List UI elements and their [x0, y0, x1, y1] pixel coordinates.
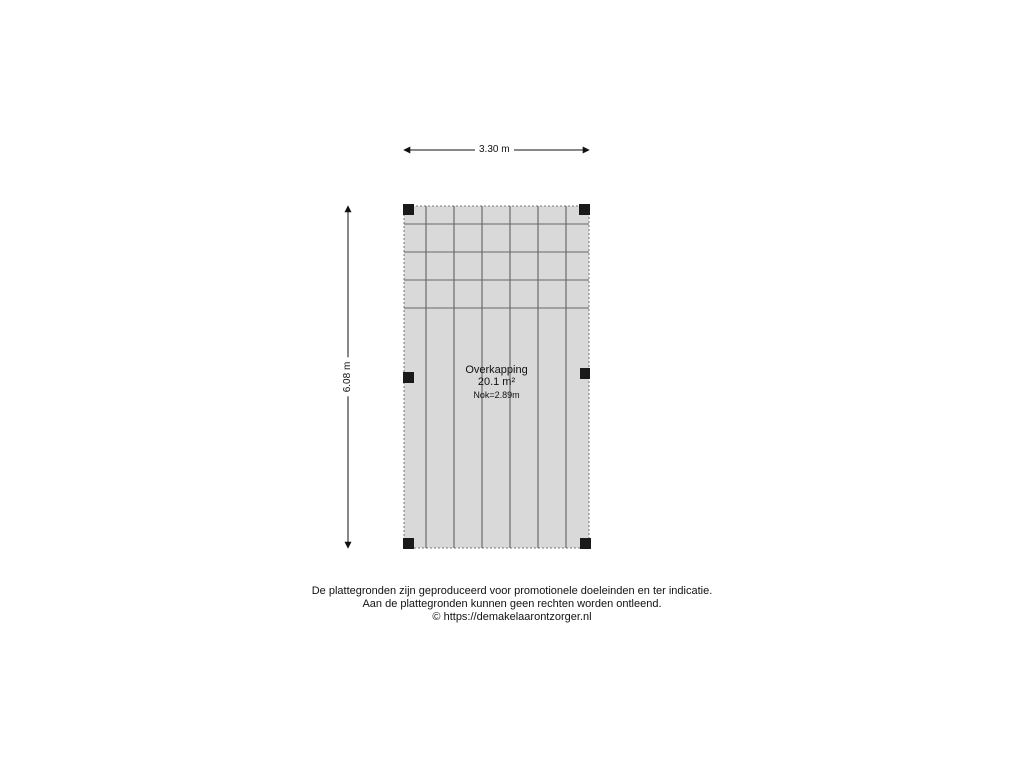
room-area: 20.1 m²: [477, 376, 516, 388]
disclaimer-line-2: Aan de plattegronden kunnen geen rechten worden ontleend.: [362, 598, 662, 610]
disclaimer-line-1: De plattegronden zijn geproduceerd voor promotionele doeleinden en ter indicatie.: [311, 585, 713, 597]
post-bottom-left: [403, 538, 414, 549]
post-top-right: [579, 204, 590, 215]
post-top-left: [403, 204, 414, 215]
room-name: Overkapping: [465, 364, 528, 376]
post-bottom-right: [580, 538, 591, 549]
room-ridge-height: Nok=2.89m: [473, 390, 520, 400]
width-dimension-label: 3.30 m: [475, 145, 514, 155]
disclaimer: [0, 585, 1024, 624]
height-dimension-label: 6.08 m: [343, 358, 353, 397]
disclaimer-copyright: © https://demakelaarontzorger.nl: [432, 611, 592, 623]
